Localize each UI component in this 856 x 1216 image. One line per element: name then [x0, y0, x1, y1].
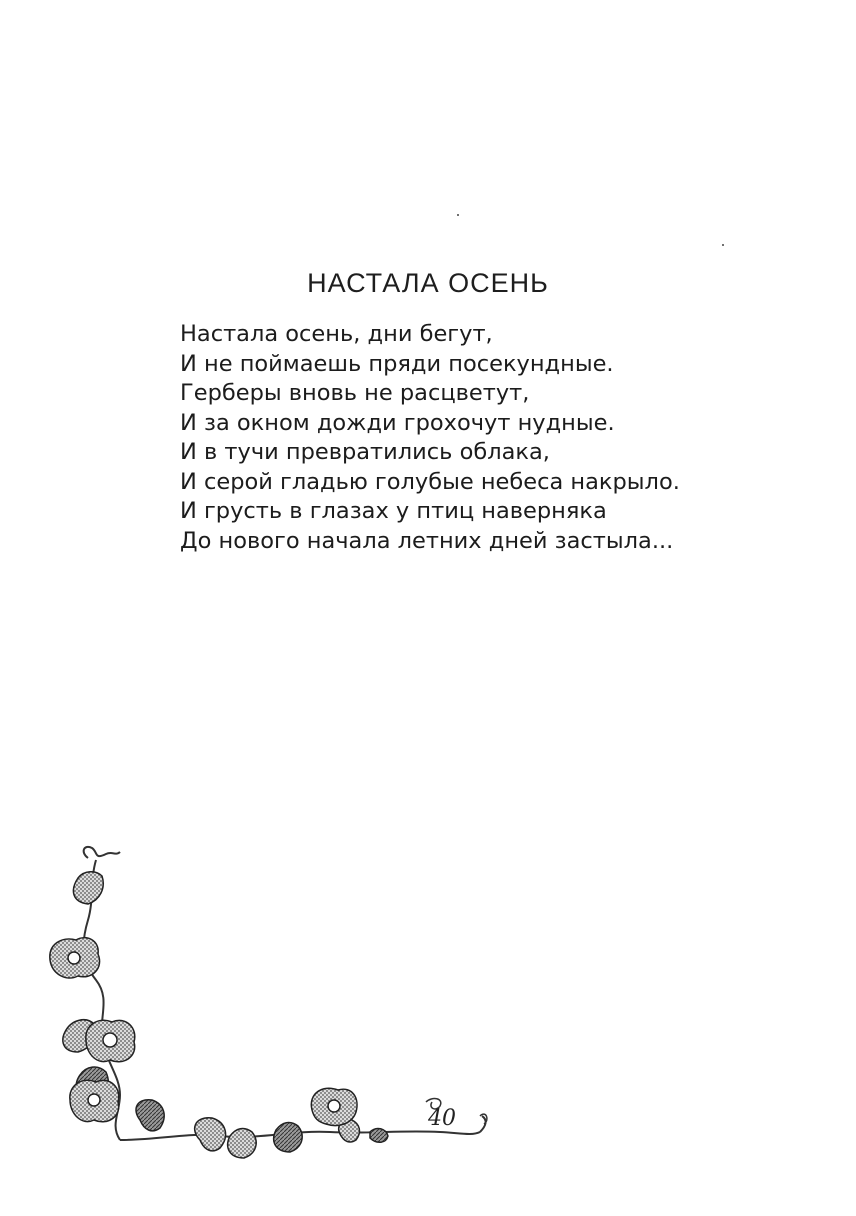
poem-line: Настала осень, дни бегут, — [180, 321, 493, 347]
poem-line: Герберы вновь не расцветут, — [180, 380, 530, 406]
poem-title: НАСТАЛА ОСЕНЬ — [307, 268, 549, 298]
poem-line: До нового начала летних дней застыла... — [180, 527, 674, 554]
scan-speck — [722, 244, 724, 246]
poem-line: И грусть в глазах у птиц наверняка — [180, 498, 607, 524]
morning-glory-flower — [50, 938, 388, 1143]
scan-speck — [457, 214, 459, 216]
poem-line: И в тучи превратились облака, — [180, 439, 550, 465]
poem-line: И за окном дожди грохочут нудные. — [180, 409, 615, 436]
poem-line: И серой гладью голубые небеса накрыло. — [180, 468, 680, 495]
poem-stanza — [180, 320, 680, 556]
page-number: 40 — [428, 1106, 456, 1131]
poem-line: И не поймаешь пряди посекундные. — [180, 350, 614, 377]
vine-stem — [84, 847, 486, 1140]
